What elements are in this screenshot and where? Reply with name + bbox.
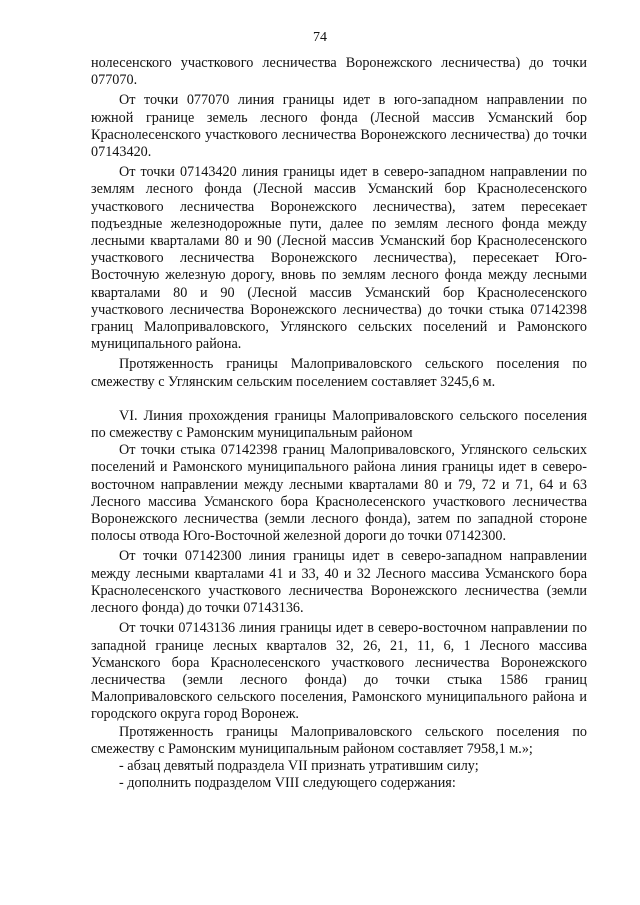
list-item: - абзац девятый подраздела VII признать утратившим силу; — [119, 757, 479, 774]
list-item: - дополнить подразделом VIII следующего содержания: — [119, 775, 456, 792]
paragraph: Протяженность границы Малоприваловского сельского поселения по смежеству с Углянским сельским поселением составляет 3245,6 м. — [91, 356, 587, 390]
paragraph: От точки 07143420 линия границы идет в северо-западном направлении по землям лесного фонда (Лесной массив Усманский бор Краснолесенского участкового лесничества Воронежского лесничества), затем пересекает подъездные железнодорожные пути, далее по землям лесного фонда между лесными кварталами 80 и 90 (Лесной массив Усманский бор Краснолесенского участкового лесничества Воронежского лесничества), пересекает Юго-Восточную железную дорогу, вновь по землям лесного фонда между лесными кварталами 80 и 90 (Лесной массив Усманский бор Краснолесенского участкового лесничества Воронежского лесничества) до точки стыка 07142398 границ Малоприваловского, Углянского сельских поселений и Рамонского муниципального района. — [91, 164, 587, 353]
paragraph: Протяженность границы Малоприваловского сельского поселения по смежеству с Рамонским муниципальным районом составляет 7958,1 м.»; — [91, 723, 587, 757]
document-body — [91, 55, 587, 792]
paragraph-continuation: нолесенского участкового лесничества Воронежского лесничества) до точки 077070. — [91, 55, 587, 89]
paragraph: От точки 077070 линия границы идет в юго-западном направлении по южной границе земель лесного фонда (Лесной массив Усманский бор Краснолесенского участкового лесничества Воронежского лесничества) до точки 07143420. — [91, 92, 587, 161]
paragraph: От точки 07142300 линия границы идет в северо-западном направлении между лесными кварталами 41 и 33, 40 и 32 Лесного массива Усманского бора Краснолесенского участкового лесничества Воронежского лесничества (земли лесного фонда) до точки 07143136. — [91, 548, 587, 617]
paragraph: От точки 07143136 линия границы идет в северо-восточном направлении по западной границе лесных кварталов 32, 26, 21, 11, 6, 1 Лесного массива Усманского бора Краснолесенского участкового лесничества Воронежского лесничества (земли лесного фонда) до точки стыка 1586 границ Малоприваловского сельского поселения, Рамонского муниципального района и городского округа город Воронеж. — [91, 620, 587, 723]
paragraph: От точки стыка 07142398 границ Малоприваловского, Углянского сельских поселений и Рамонского муниципального района линия границы идет в северо-восточном направлении между лесными кварталами 80 и 79, 72 и 71, 64 и 63 Лесного массива Усманского бора Краснолесенского участкового лесничества Воронежского лесничества (земли лесного фонда), затем по западной стороне полосы отвода Юго-Восточной железной дороги до точки 07142300. — [91, 442, 587, 545]
page-number: 74 — [313, 30, 327, 45]
section-heading: VI. Линия прохождения границы Малоприваловского сельского поселения по смежеству с Рамонским муниципальным районом — [91, 407, 587, 442]
